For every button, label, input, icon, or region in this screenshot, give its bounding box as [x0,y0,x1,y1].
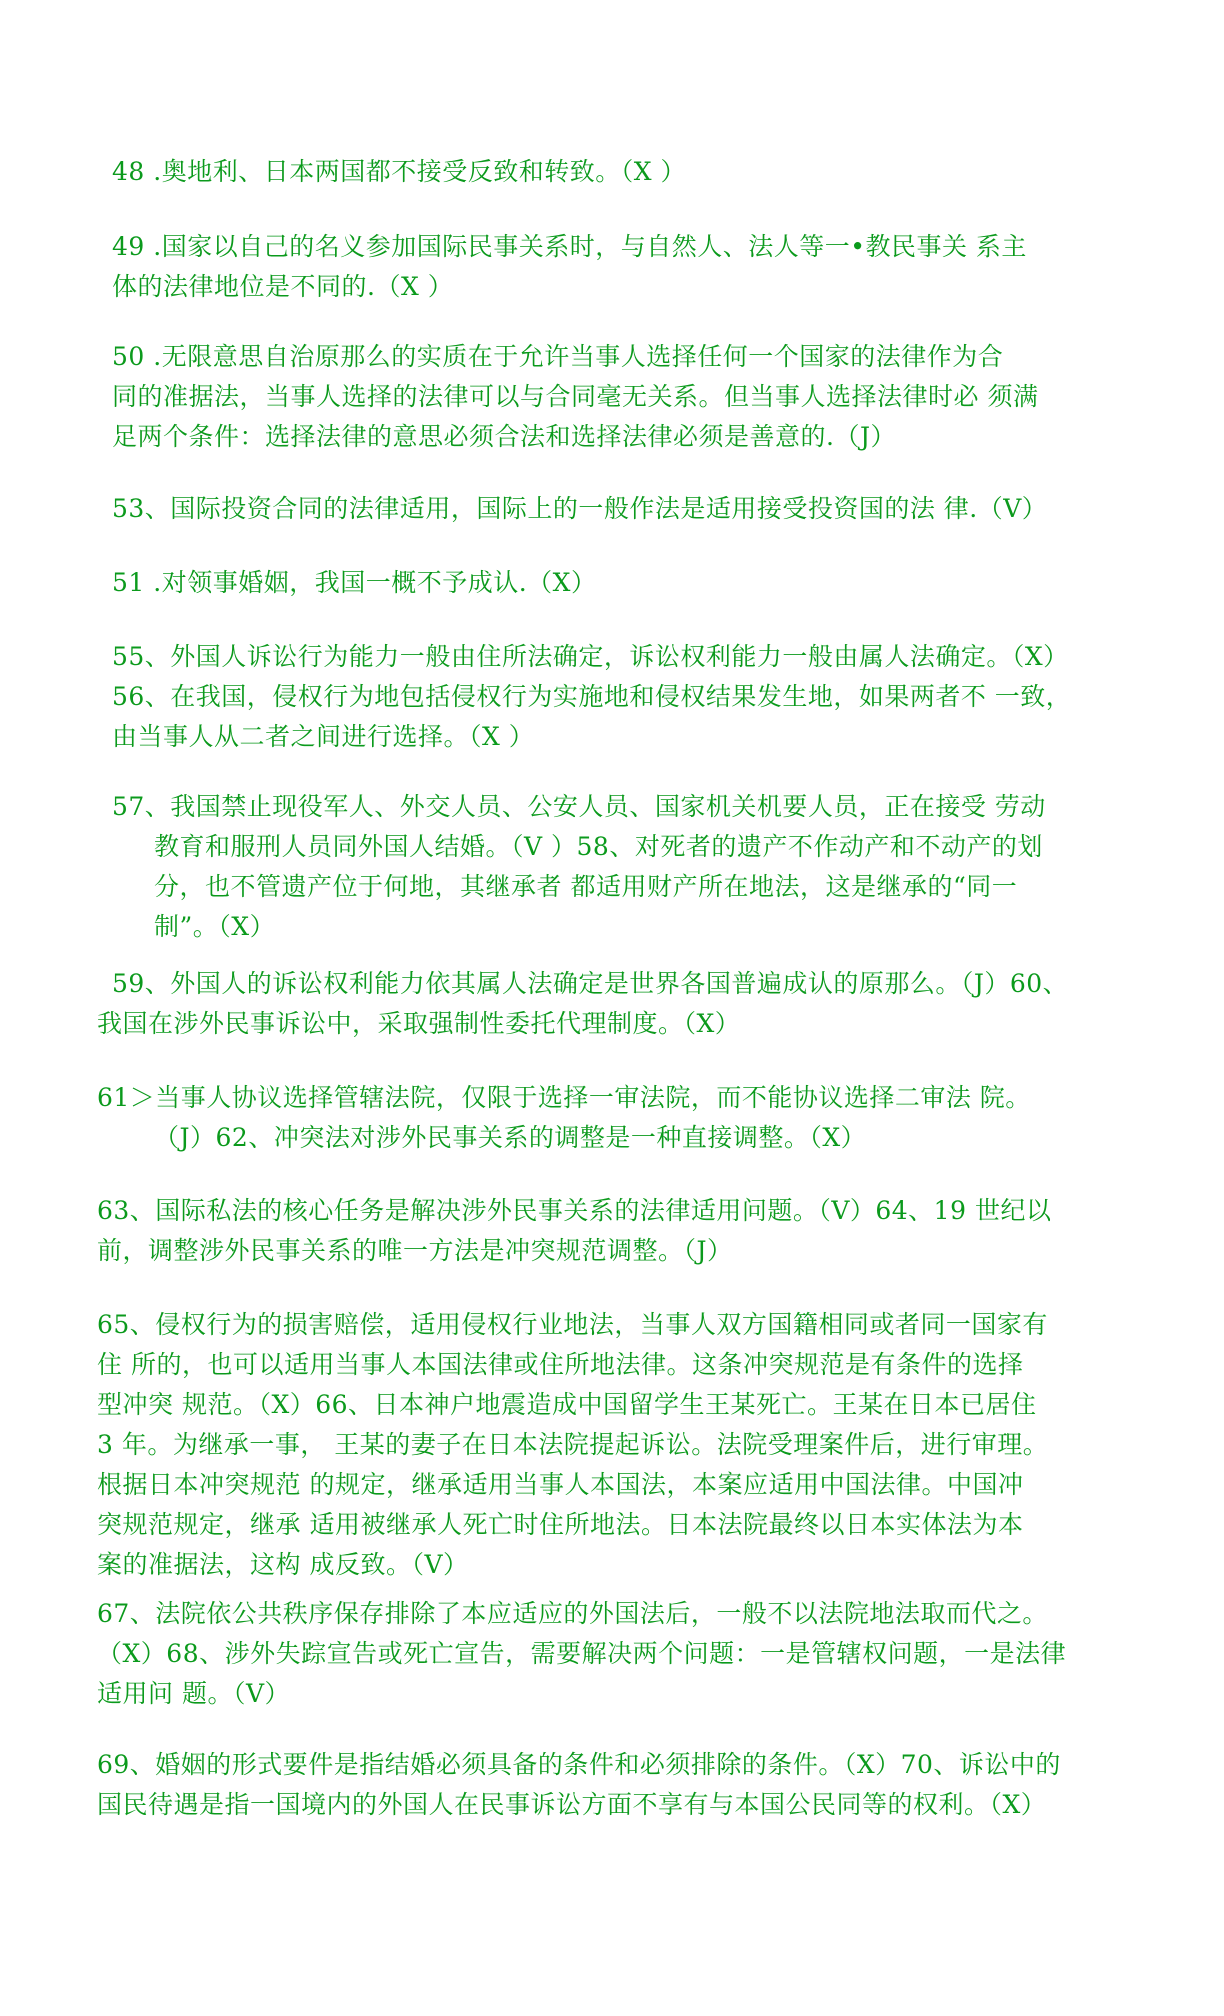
text-line: 突规范规定，继承 适用被继承人死亡时住所地法。日本法院最终以日本实体法为本 [97,1510,1024,1539]
text-line: 69、婚姻的形式要件是指结婚必须具备的条件和必须排除的条件。（X）70、诉讼中的 [97,1750,1061,1779]
text-line: 分，也不管遗产位于何地，其继承者 都适用财产所在地法，这是继承的“同一 [154,872,1018,901]
text-line: 53、国际投资合同的法律适用，国际上的一般作法是适用接受投资国的法 律.（V） [112,494,1048,523]
text-line: 教育和服刑人员同外国人结婚。（V ）58、对死者的遗产不作动产和不动产的划 [154,832,1043,861]
paragraph-50 [112,337,1142,457]
text-line: 65、侵权行为的损害赔偿，适用侵权行业地法，当事人双方国籍相同或者同一国家有 [97,1310,1048,1339]
paragraph-67 [97,1594,1142,1714]
text-line: 57、我国禁止现役军人、外交人员、公安人员、国家机关机要人员，正在接受 劳动 [112,792,1046,821]
text-line: 50 .无限意思自治原那么的实质在于允许当事人选择任何一个国家的法律作为合 [112,342,1004,371]
text-line: 同的准据法，当事人选择的法律可以与合同毫无关系。但当事人选择法律时必 须满 [112,382,1039,411]
paragraph-49 [112,227,1142,307]
paragraph-57 [112,787,1142,947]
text-line: 体的法律地位是不同的.（X ） [112,272,454,301]
text-line: 56、在我国，侵权行为地包括侵权行为实施地和侵权结果发生地，如果两者不 一致， [112,682,1072,711]
text-line: 案的准据法，这构 成反致。（V） [97,1550,469,1579]
text-line: 51 .对领事婚姻，我国一概不予成认.（X） [112,568,597,597]
paragraph-48 [112,152,1142,192]
paragraph-51 [112,563,1142,603]
paragraph-53 [112,489,1142,529]
text-line: 住 所的，也可以适用当事人本国法律或住所地法律。这条冲突规范是有条件的选择 [97,1350,1024,1379]
text-line: 由当事人从二者之间进行选择。（X ） [112,722,535,751]
paragraph-61 [97,1078,1142,1158]
text-line: （J）62、冲突法对涉外民事关系的调整是一种直接调整。（X） [154,1123,867,1152]
text-line: 根据日本冲突规范 的规定，继承适用当事人本国法，本案应适用中国法律。中国冲 [97,1470,1024,1499]
text-line: 63、国际私法的核心任务是解决涉外民事关系的法律适用问题。（V）64、19 世纪以 [97,1196,1052,1225]
text-line: 49 .国家以自己的名义参加国际民事关系时，与自然人、法人等一•教民事关 系主 [112,232,1027,261]
text-line: 55、外国人诉讼行为能力一般由住所法确定，诉讼权利能力一般由属人法确定。（X） [112,642,1069,671]
text-line: 48 .奥地利、日本两国都不接受反致和转致。（X ） [112,157,686,186]
paragraph-69 [97,1745,1142,1825]
text-line: 67、法院依公共秩序保存排除了本应适应的外国法后，一般不以法院地法取而代之。 [97,1599,1048,1628]
paragraph-63 [97,1191,1142,1271]
text-line: 3 年。为继承一事， 王某的妻子在日本法院提起诉讼。法院受理案件后，进行审理。 [97,1430,1049,1459]
text-line: 前，调整涉外民事关系的唯一方法是冲突规范调整。（J） [97,1236,733,1265]
text-line: （X）68、涉外失踪宣告或死亡宣告，需要解决两个问题：一是管辖权问题，一是法律 [97,1639,1067,1668]
paragraph-55 [112,637,1142,757]
text-line: 型冲突 规范。（X）66、日本神户地震造成中国留学生王某死亡。王某在日本已居住 [97,1390,1037,1419]
paragraph-59 [97,964,1142,1044]
text-line: 我国在涉外民事诉讼中，采取强制性委托代理制度。（X） [97,1009,741,1038]
text-line: 适用问 题。（V） [97,1679,291,1708]
text-line: 61＞当事人协议选择管辖法院，仅限于选择一审法院，而不能协议选择二审法 院。 [97,1083,1031,1112]
text-line: 59、外国人的诉讼权利能力依其属人法确定是世界各国普遍成认的原那么。（J）60、 [112,969,1069,998]
paragraph-65 [97,1305,1142,1585]
text-line: 制”。（X） [154,912,276,941]
text-line: 国民待遇是指一国境内的外国人在民事诉讼方面不享有与本国公民同等的权利。（X） [97,1790,1047,1819]
text-line: 足两个条件：选择法律的意思必须合法和选择法律必须是善意的.（J） [112,422,896,451]
